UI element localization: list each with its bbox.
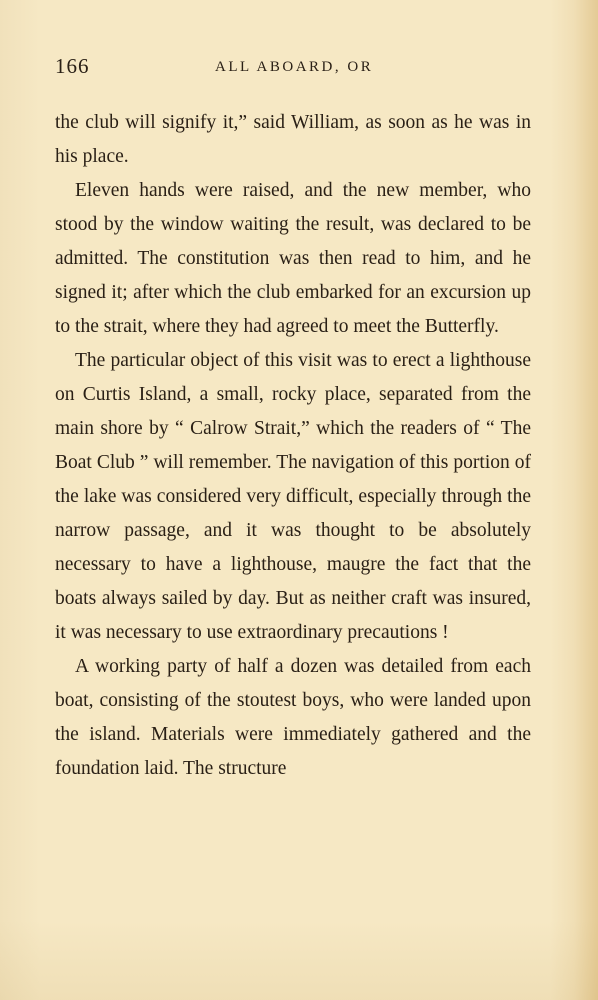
paragraph: The particular object of this visit was to erect a lighthouse on Curtis Island, a small, rocky place, separated from the main shore by “ Calrow Strait,” which the readers of “ The Boat Club ” will remember. The navigation of this portion of the lake was considered very difficult, especially through the narrow passage, and it was thought to be absolutely necessary to have a lighthouse, maugre the fact that the boats always sailed by day. But as neither craft was insured, it was necessary to use extraordinary precautions ! xyxy=(55,350,531,643)
paragraph-continued: the club will signify it,” said William, as soon as he was in his place. xyxy=(55,112,531,167)
paragraph: Eleven hands were raised, and the new member, who stood by the window waiting the result, was declared to be admitted. The constitution was then read to him, and he signed it; after which the club embarked for an excursion up to the strait, where they had agreed to meet the Butterfly. xyxy=(55,180,531,337)
page-number: 166 xyxy=(55,54,90,78)
paragraph: A working party of half a dozen was detailed from each boat, consisting of the stoutest boys, who were landed upon the island. Materials were immediately gathered and the foundation laid. The structure xyxy=(55,656,531,779)
body-text xyxy=(55,106,531,786)
page-header xyxy=(55,52,535,80)
running-title: ALL ABOARD, OR xyxy=(215,59,374,75)
